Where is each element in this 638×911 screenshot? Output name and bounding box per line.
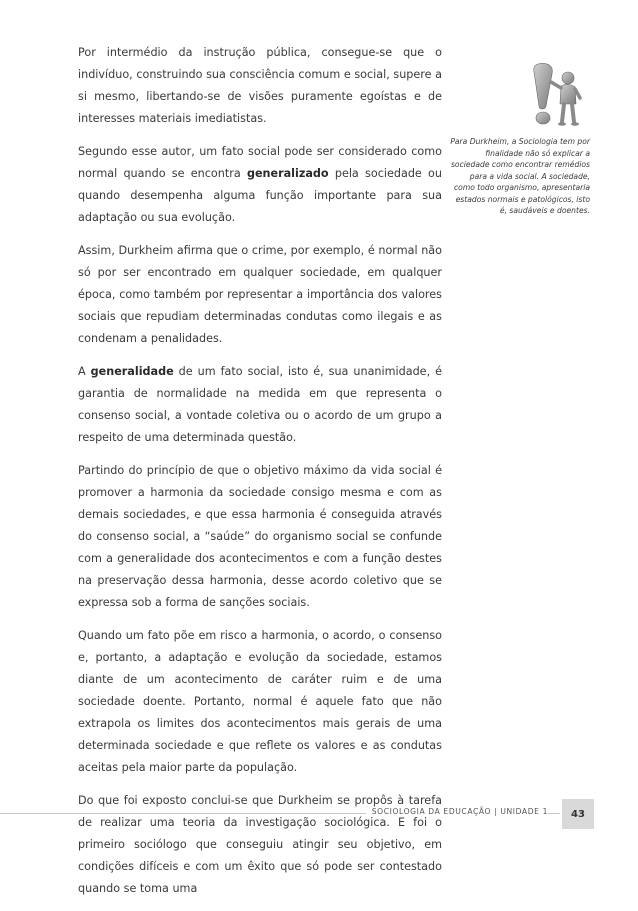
paragraph-text: Quando um fato põe em risco a harmonia, o acordo, o consenso e, portanto, a adaptação e evolução da sociedade, estamos diante de um acontecimento de caráter ruim e de uma sociedade doente. Portanto, normal é aquele fato que não extrapola os limites dos acontecimentos mais gerais de uma determinada sociedade e que reflete os valores e as condutas aceitas pela maior parte da população. — [78, 629, 442, 774]
sidebar-caption: Para Durkheim, a Sociologia tem por finalidade não só explicar a sociedade como encontrar remédios para a vida social. A sociedade, como todo organismo, apresentaria estados normais e patológicos, isto é, saudáveis e doentes. — [450, 137, 590, 215]
paragraph-text: Segundo esse autor, um fato social pode ser considerado como normal quando se encontra — [78, 145, 442, 180]
paragraph-text: pela sociedade ou quando desempenha alguma função importante para sua adaptação ou sua evolução. — [78, 167, 442, 224]
body-paragraph — [78, 141, 442, 229]
body-paragraph — [78, 42, 442, 130]
body-paragraph — [78, 625, 442, 779]
paragraph-text: Do que foi exposto conclui-se que Durkheim se propôs à tarefa de realizar uma teoria da investigação sociológica. E foi o primeiro sociólogo que conseguiu atingir seu objetivo, em condições difíceis e com um êxito que só pode ser contestado quando se toma uma — [78, 794, 442, 895]
paragraph-text: Por intermédio da instrução pública, consegue-se que o indivíduo, construindo sua consciência comum e social, supere a si mesmo, libertando-se de visões puramente egoístas e de interesses materiais imediatistas. — [78, 46, 442, 125]
paragraph-text: de um fato social, isto é, sua unanimidade, é garantia de normalidade na medida em que representa o consenso social, a vontade coletiva ou o acordo de um grupo a respeito de uma determinada questão. — [78, 365, 442, 444]
exclamation-figure-icon — [524, 60, 588, 132]
page-number: 43 — [562, 799, 594, 829]
footer-running-title: SOCIOLOGIA DA EDUCAÇÃO | UNIDADE 1 — [366, 807, 548, 816]
main-text-column — [78, 42, 442, 911]
paragraph-text: Assim, Durkheim afirma que o crime, por exemplo, é normal não só por ser encontrado em qualquer sociedade, em qualquer época, como também por representar a importância dos valores sociais que repudiam determinadas condutas como ilegais e as condenam a penalidades. — [78, 244, 442, 345]
paragraph-text: A — [78, 365, 91, 378]
body-paragraph — [78, 460, 442, 614]
body-paragraph — [78, 240, 442, 350]
bold-term: generalidade — [90, 365, 174, 378]
bold-term: generalizado — [246, 167, 329, 180]
body-paragraph — [78, 361, 442, 449]
page-footer — [0, 801, 638, 827]
paragraph-text: Partindo do princípio de que o objetivo máximo da vida social é promover a harmonia da sociedade consigo mesma e com as demais sociedades, e que essa harmonia é conseguida através do consenso social, a “saúde” do organismo social se confunde com a generalidade dos acontecimentos e com a função destes na preservação dessa harmonia, desse acordo coletivo que se expressa sob a forma de sanções sociais. — [78, 464, 442, 609]
